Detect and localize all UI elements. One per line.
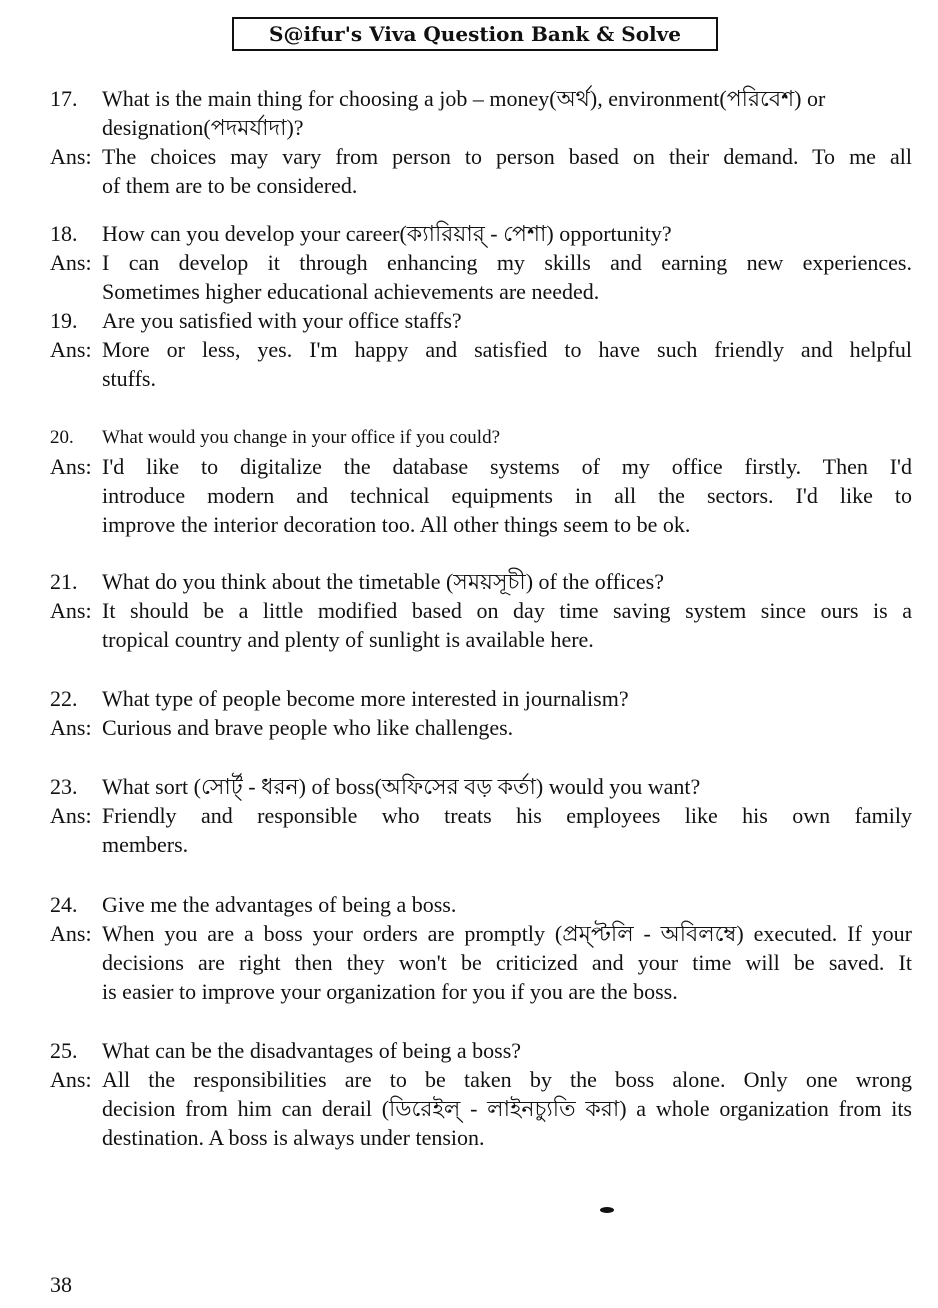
answer-line <box>50 248 912 277</box>
answer-text: members. <box>102 832 189 857</box>
question-text: What would you change in your office if you could? <box>102 427 501 448</box>
answer-line <box>50 1123 912 1152</box>
qa-item-22 <box>50 684 912 742</box>
answer-line <box>50 625 912 654</box>
answer-line <box>50 142 912 171</box>
answer-label: Ans: <box>50 598 92 623</box>
answer-line <box>50 977 912 1006</box>
question-text: What do you think about the timetable (সময়সূচী) of the offices? <box>102 569 664 594</box>
question-line <box>50 772 912 801</box>
question-text: Are you satisfied with your office staffs? <box>102 308 462 333</box>
answer-label: Ans: <box>50 803 92 828</box>
answer-line <box>50 481 912 510</box>
answer-label: Ans: <box>50 250 92 275</box>
answer-text: decision from him can derail (ডিরেইল্ - লাইনচ্যুতি করা) a whole organization from its <box>102 1096 912 1121</box>
answer-text: When you are a boss your orders are promptly (প্রম্প্টলি - অবিলম্বে) executed. If your <box>102 921 912 946</box>
question-number: 23. <box>50 774 78 799</box>
question-text: Give me the advantages of being a boss. <box>102 892 457 917</box>
answer-text: stuffs. <box>102 366 156 391</box>
qa-item-25 <box>50 1036 912 1152</box>
qa-item-23 <box>50 772 912 859</box>
qa-item-18 <box>50 219 912 306</box>
qa-item-24 <box>50 890 912 1006</box>
question-line <box>50 684 912 713</box>
answer-text: Friendly and responsible who treats his employees like his own family <box>102 803 912 828</box>
answer-label: Ans: <box>50 144 92 169</box>
question-line <box>50 84 912 113</box>
question-number: 18. <box>50 221 78 246</box>
answer-line <box>50 596 912 625</box>
qa-item-19 <box>50 306 912 393</box>
answer-label: Ans: <box>50 337 92 362</box>
page-header-title: S@ifur's Viva Question Bank & Solve <box>232 17 718 51</box>
question-line <box>50 890 912 919</box>
answer-text: The choices may vary from person to person based on their demand. To me all <box>102 144 912 169</box>
question-number: 20. <box>50 427 74 448</box>
question-text: How can you develop your career(ক্যারিয়ার্ - পেশা) opportunity? <box>102 221 672 246</box>
answer-label: Ans: <box>50 715 92 740</box>
page-number: 38 <box>50 1272 72 1297</box>
answer-text: All the responsibilities are to be taken by the boss alone. Only one wrong <box>102 1067 912 1092</box>
answer-text: destination. A boss is always under tension. <box>102 1125 485 1150</box>
question-number: 24. <box>50 892 78 917</box>
question-number: 22. <box>50 686 78 711</box>
answer-line <box>50 830 912 859</box>
answer-line <box>50 801 912 830</box>
answer-line <box>50 1094 912 1123</box>
answer-text: decisions are right then they won't be criticized and your time will be saved. It <box>102 950 912 975</box>
answer-line <box>50 948 912 977</box>
answer-text: I can develop it through enhancing my skills and earning new experiences. <box>102 250 912 275</box>
answer-line <box>50 335 912 364</box>
answer-text: tropical country and plenty of sunlight is available here. <box>102 627 594 652</box>
answer-line <box>50 919 912 948</box>
qa-item-21 <box>50 567 912 654</box>
answer-line <box>50 510 912 539</box>
answer-text: of them are to be considered. <box>102 173 358 198</box>
answer-text: Sometimes higher educational achievements are needed. <box>102 279 600 304</box>
question-line <box>50 1036 912 1065</box>
question-text: What can be the disadvantages of being a boss? <box>102 1038 522 1063</box>
answer-line <box>50 1065 912 1094</box>
answer-label: Ans: <box>50 454 92 479</box>
ink-blot-mark <box>600 1207 614 1213</box>
answer-text: improve the interior decoration too. All other things seem to be ok. <box>102 512 691 537</box>
question-text: What sort (সোর্ট্ - ধরন) of boss(অফিসের বড় কর্তা) would you want? <box>102 774 701 799</box>
answer-label: Ans: <box>50 921 92 946</box>
qa-item-20 <box>50 423 912 539</box>
answer-text: is easier to improve your organization for you if you are the boss. <box>102 979 678 1004</box>
answer-line <box>50 452 912 481</box>
question-text: designation(পদমর্যাদা)? <box>102 115 304 140</box>
question-number: 19. <box>50 308 78 333</box>
question-line <box>50 567 912 596</box>
question-line <box>50 306 912 335</box>
question-number: 21. <box>50 569 78 594</box>
answer-text: introduce modern and technical equipments in all the sectors. I'd like to <box>102 483 912 508</box>
answer-text: More or less, yes. I'm happy and satisfied to have such friendly and helpful <box>102 337 912 362</box>
question-text: What type of people become more interested in journalism? <box>102 686 629 711</box>
answer-text: I'd like to digitalize the database systems of my office firstly. Then I'd <box>102 454 912 479</box>
question-line <box>50 219 912 248</box>
qa-item-17 <box>50 84 912 200</box>
answer-line <box>50 364 912 393</box>
question-number: 25. <box>50 1038 78 1063</box>
question-text: What is the main thing for choosing a job – money(অর্থ), environment(পরিবেশ) or <box>102 86 826 111</box>
answer-text: Curious and brave people who like challenges. <box>102 715 514 740</box>
answer-line <box>50 171 912 200</box>
question-line <box>50 113 912 142</box>
answer-line <box>50 277 912 306</box>
question-line <box>50 423 912 452</box>
answer-text: It should be a little modified based on day time saving system since ours is a <box>102 598 912 623</box>
answer-line <box>50 713 912 742</box>
answer-label: Ans: <box>50 1067 92 1092</box>
question-number: 17. <box>50 86 78 111</box>
